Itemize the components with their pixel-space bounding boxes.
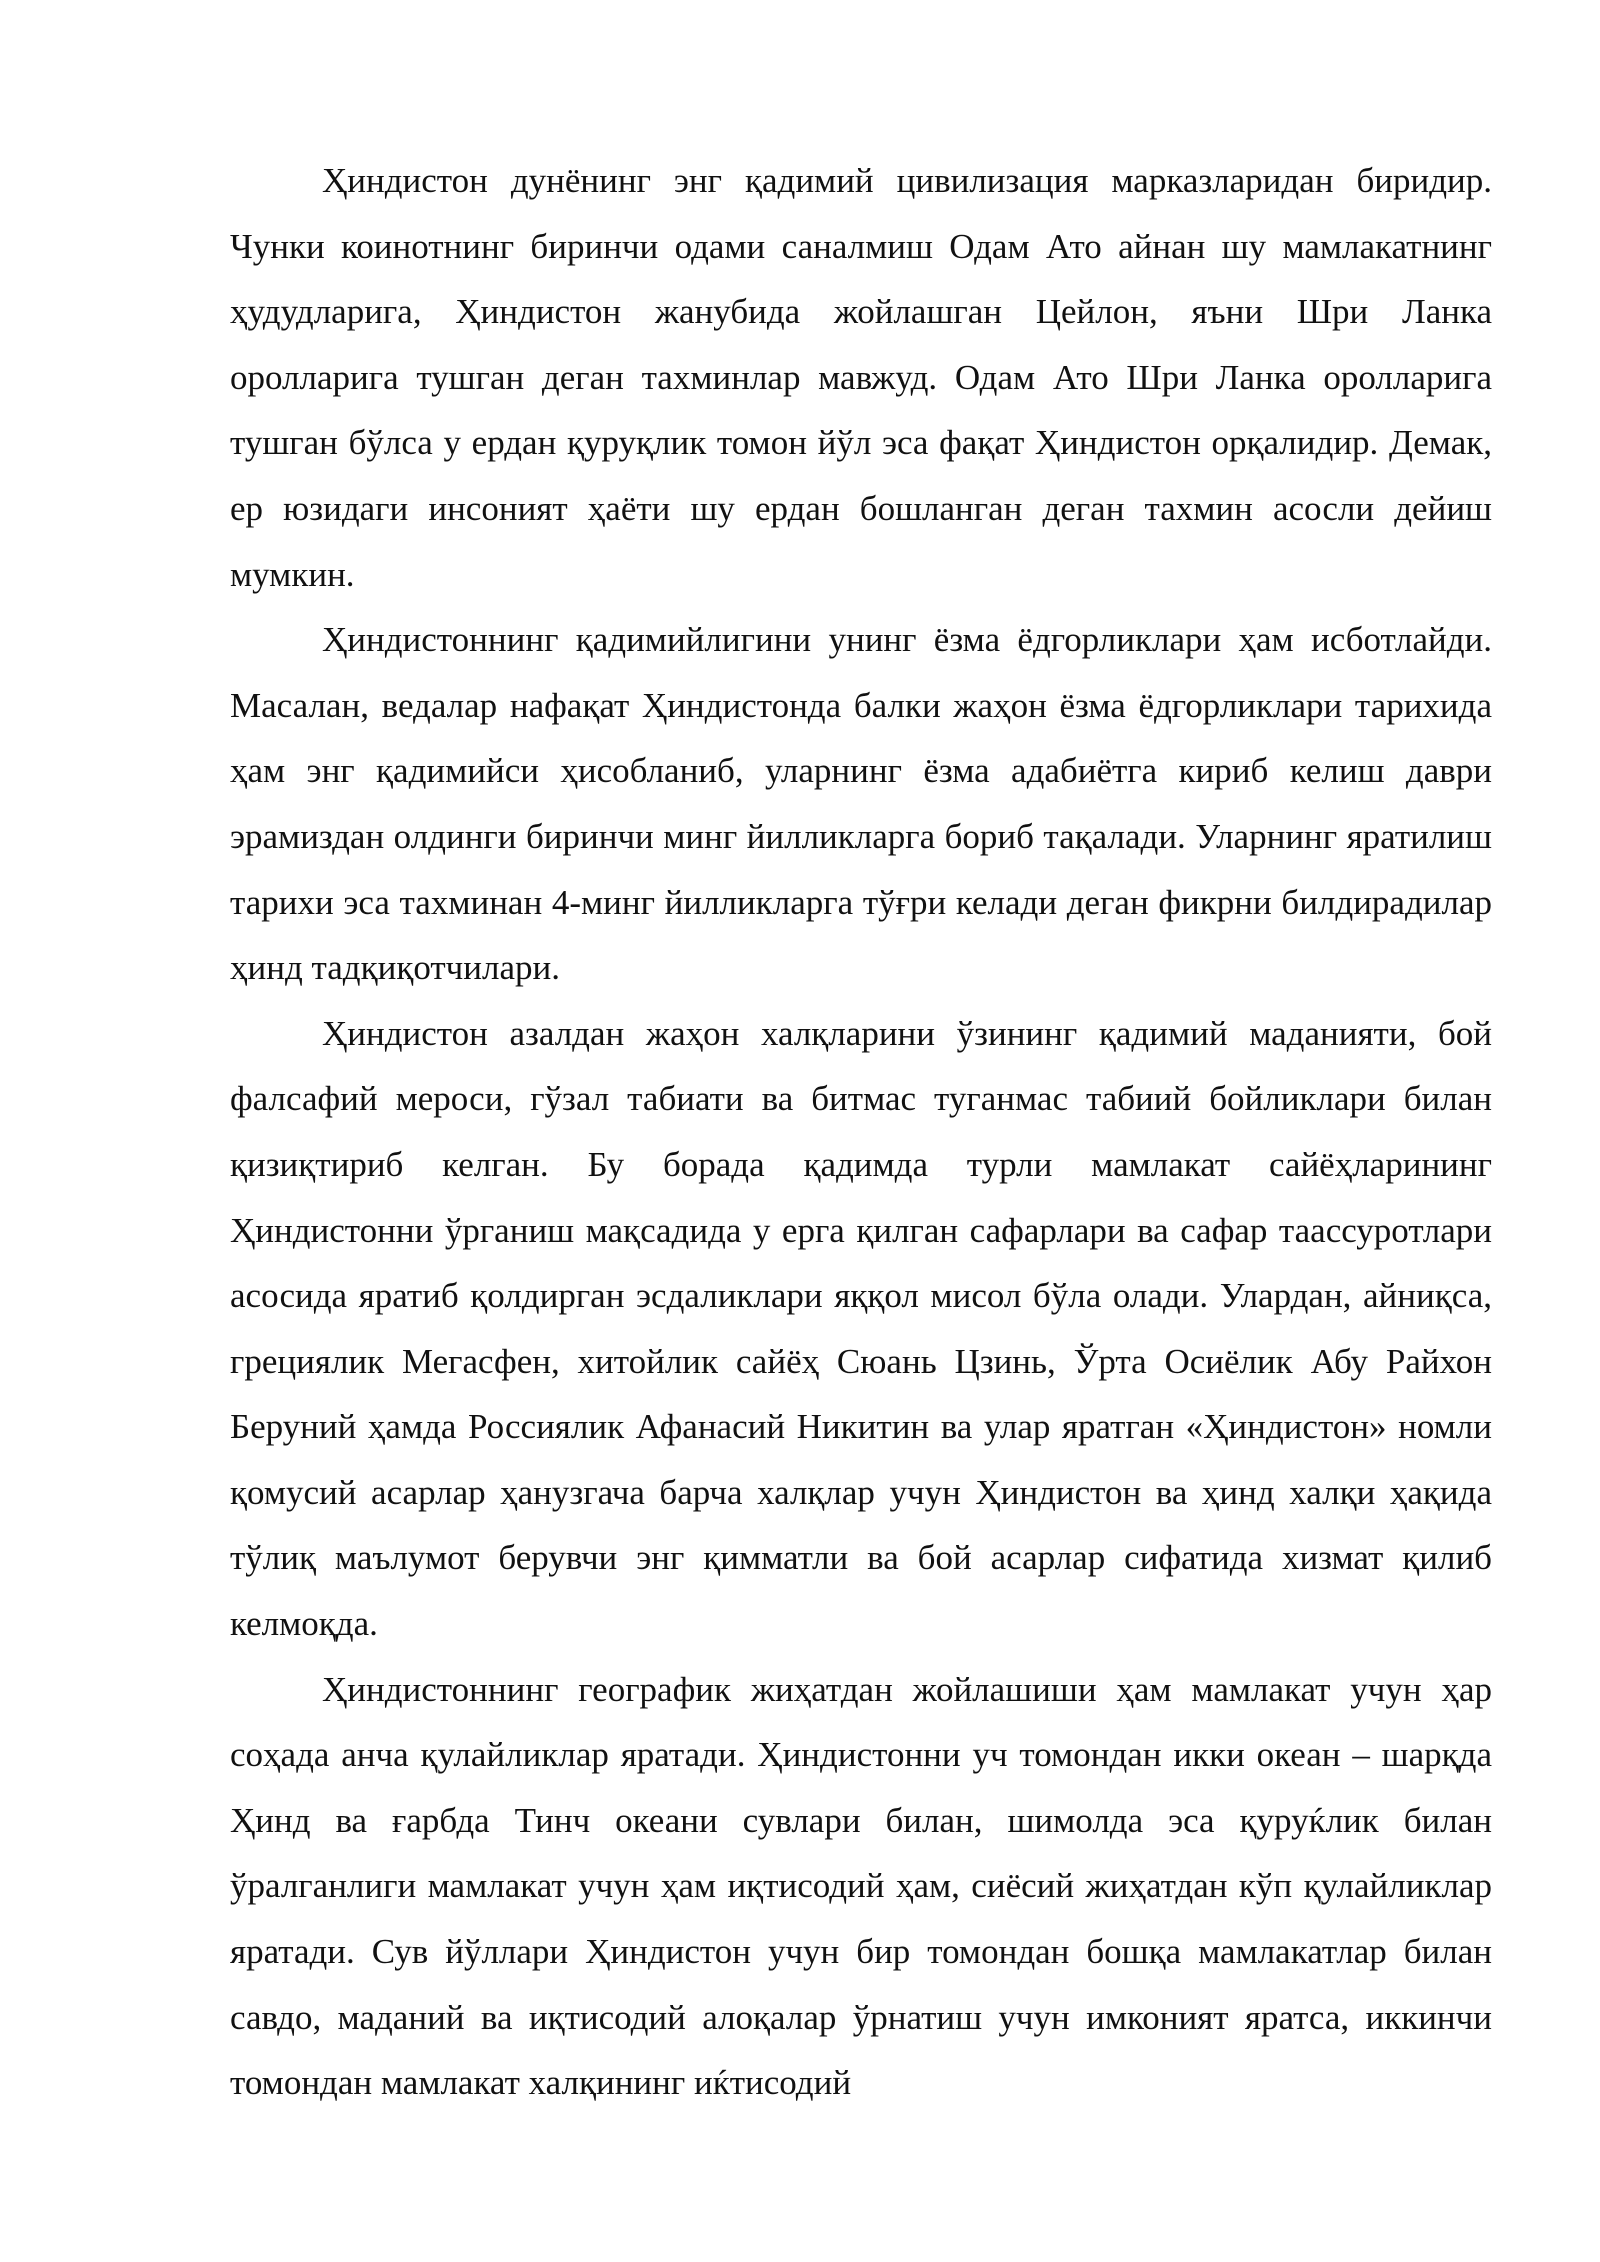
paragraph-1: Ҳиндистон дунёнинг энг қадимий цивилизация марказларидан биридир. Чунки коинотнинг биринчи одами саналмиш Одам Ато айнан шу мамлакатнинг ҳудудларига, Ҳиндистон жанубида жойлашган Цейлон, яъни Шри Ланка оролларига тушган деган тахминлар мавжуд. Одам Ато Шри Ланка оролларига тушган бўлса у ердан қуруқлик томон йўл эса фақат Ҳиндистон орқалидир. Демак, ер юзидаги инсоният ҳаёти шу ердан бошланган деган тахмин асосли дейиш мумкин. [230, 161, 1492, 594]
paragraph-2: Ҳиндистоннинг қадимийлигини унинг ёзма ёдгорликлари ҳам исботлайди. Масалан, ведалар нафақат Ҳиндистонда балки жаҳон ёзма ёдгорликлари тарихида ҳам энг қадимийси ҳисобланиб, уларнинг ёзма адабиётга кириб келиш даври эрамиздан олдинги биринчи минг йилликларга бориб тақалади. Уларнинг яратилиш тарихи эса тахминан 4-минг йилликларга тўғри келади деган фикрни билдирадилар ҳинд тадқиқотчилари. [230, 620, 1492, 988]
document-body [230, 148, 1492, 2116]
paragraph-4: Ҳиндистоннинг географик жиҳатдан жойлашиши ҳам мамлакат учун ҳар соҳада анча қулайликлар яратади. Ҳиндистонни уч томондан икки океан – шарқда Ҳинд ва ғарбда Тинч океани сувлари билан, шимолда эса қуруќлик билан ўралганлиги мамлакат учун ҳам иқтисодий ҳам, сиёсий жиҳатдан кўп қулайликлар яратади. Сув йўллари Ҳиндистон учун бир томондан бошқа мамлакатлар билан савдо, маданий ва иқтисодий алоқалар ўрнатиш учун имконият яратса, иккинчи томондан мамлакат халқининг иќтисодий [230, 1669, 1492, 2103]
paragraph-3: Ҳиндистон азалдан жаҳон халқларини ўзининг қадимий маданияти, бой фалсафий мероси, гўзал табиати ва битмас туганмас табиий бойликлари билан қизиқтириб келган. Бу борада қадимда турли мамлакат сайёҳларининг Ҳиндистонни ўрганиш мақсадида у ерга қилган сафарлари ва сафар таассуротлари асосида яратиб қолдирган эсдаликлари яққол мисол бўла олади. Улардан, айниқса, грециялик Мегасфен, хитойлик сайёҳ Сюань Цзинь, Ўрта Осиёлик Абу Райхон Беруний ҳамда Россиялик Афанасий Никитин ва улар яратган «Ҳиндистон» номли қомусий асарлар ҳанузгача барча халқлар учун Ҳиндистон ва ҳинд халқи ҳақида тўлиқ маълумот берувчи энг қимматли ва бой асарлар сифатида хизмат қилиб келмоқда. [230, 1013, 1492, 1644]
